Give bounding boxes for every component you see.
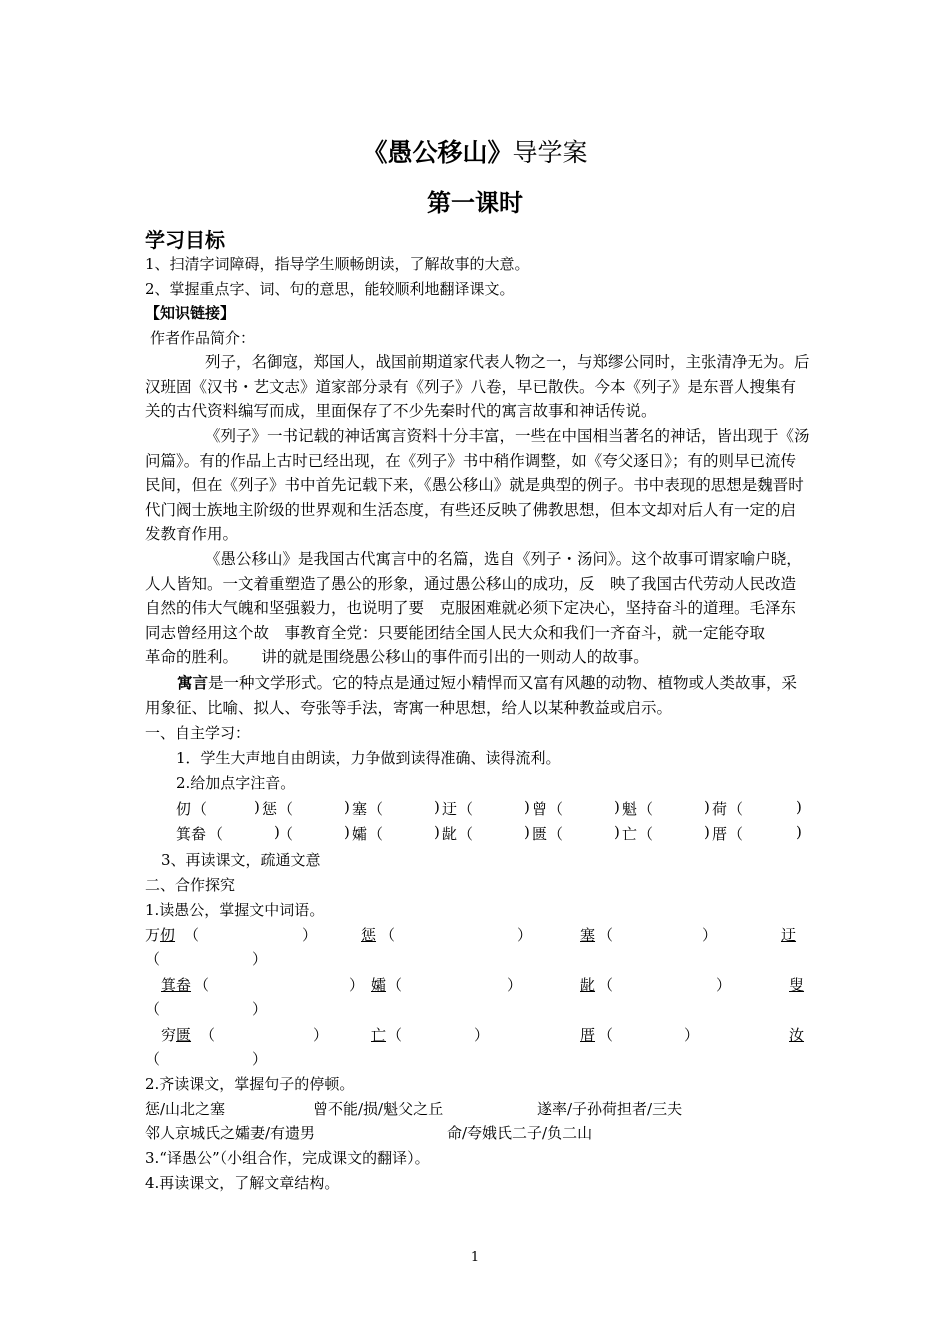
vocab-word: 穷匮 [161, 1026, 192, 1044]
paren: ) [254, 798, 260, 816]
pause-sentence: 曾不能/损/魁父之丘 [313, 1100, 444, 1118]
paren: （ [278, 800, 294, 818]
pause-sentence: 邻人京城氏之孀妻/有遗男 [145, 1124, 316, 1142]
pinyin-char: 惩 [262, 800, 278, 818]
paren: （ [192, 800, 208, 818]
paren: （ [387, 1026, 403, 1044]
pinyin-char: 厝 [712, 825, 728, 843]
paren: ） [517, 926, 533, 944]
paren: （ [458, 825, 474, 843]
paren: ） [507, 976, 523, 994]
paren: ） [313, 1026, 329, 1044]
vocab-word: 孀 [371, 976, 387, 994]
vocab-word: 龀 [580, 976, 596, 994]
paren: ) [614, 798, 620, 816]
paren: ) [614, 823, 620, 841]
doc-subtitle: 第一课时 [427, 189, 523, 217]
pinyin-char: 匮 [532, 825, 548, 843]
pinyin-char: 箕畚 [176, 825, 207, 843]
paren: ) [524, 798, 530, 816]
paren: ) [704, 798, 710, 816]
paren: （ [380, 926, 396, 944]
vocab-word: 万仞 [145, 926, 176, 944]
goals-heading: 学习目标 [145, 228, 225, 252]
paren: ) [704, 823, 710, 841]
paren: ） [252, 950, 268, 968]
coop-item-2: 2.齐读课文，掌握句子的停顿。 [145, 1075, 355, 1093]
self-study-item-1: 1．学生大声地自由朗读，力争做到读得准确、读得流利。 [176, 749, 561, 767]
pinyin-char: 塞 [352, 800, 368, 818]
paren: ） [302, 926, 318, 944]
paren: （ [145, 1000, 161, 1018]
fable-definition: 寓言是一种文学形式。它的特点是通过短小精悍而又富有风趣的动物、植物或人类故事，采用象征、比喻、拟人、夸张等手法，寄寓一种思想，给人以某种教益或启示。 [145, 673, 798, 717]
knowledge-heading: 【知识链接】 [145, 304, 236, 322]
paren: ） [716, 976, 732, 994]
paren: ) [274, 823, 280, 841]
paren: （ [145, 1050, 161, 1068]
paren: （ [368, 825, 384, 843]
coop-item-3: 3.“译愚公”（小组合作，完成课文的翻译）。 [145, 1149, 430, 1167]
paren: （ [278, 825, 294, 843]
pause-sentence: 遂率/子孙荷担者/三夫 [537, 1100, 683, 1118]
vocab-word: 汝 [789, 1026, 805, 1044]
pinyin-char: 荷 [712, 800, 728, 818]
paren: ） [349, 976, 365, 994]
paren: （ [145, 950, 161, 968]
vocab-word: 厝 [580, 1026, 596, 1044]
vocab-word: 叟 [789, 976, 805, 994]
pause-sentence: 命/夸娥氏二子/负二山 [447, 1124, 593, 1142]
knowledge-paragraph-3: 《愚公移山》是我国古代寓言中的名篇，选自《列子・汤问》。这个故事可谓家喻户晓，人人皆知。一文着重塑造了愚公的形象，通过愚公移山的成功，反 映了我国古代劳动人民改造自然的伟大气魄和坚强毅力，也说明了要 克服困难就必须下定决心，坚持奋斗的道理。毛泽东同志曾经用这个故 事教育全党：只要能团结全国人民大众和我们一齐奋斗，就一定能夺取 革命的胜利。 讲的就是围绕愚公移山的事件而引出的一则动人的故事。 [145, 550, 802, 666]
paren: （ [728, 825, 744, 843]
pinyin-char: 亡 [622, 825, 638, 843]
vocab-word: 惩 [361, 926, 377, 944]
pinyin-char: 龀 [442, 825, 458, 843]
paren: （ [548, 800, 564, 818]
pinyin-char: 魁 [622, 800, 638, 818]
knowledge-intro: 作者作品简介： [150, 329, 256, 347]
knowledge-paragraph-1: 列子，名御寇，郑国人，战国前期道家代表人物之一，与郑缪公同时，主张清净无为。后汉班固《汉书・艺文志》道家部分录有《列子》八卷，早已散佚。今本《列子》是东晋人搜集有关的古代资料编写而成，里面保存了不少先秦时代的寓言故事和神话传说。 [145, 353, 810, 420]
paren: （ [184, 926, 200, 944]
paren: （ [387, 976, 403, 994]
paren: ) [796, 823, 802, 841]
paren: （ [368, 800, 384, 818]
paren: ） [702, 926, 718, 944]
paren: ) [524, 823, 530, 841]
vocab-word: 亡 [371, 1026, 387, 1044]
paren: （ [200, 1026, 216, 1044]
pause-sentence: 惩/山北之塞 [145, 1100, 226, 1118]
goal-item: 1、扫清字词障碍，指导学生顺畅朗读，了解故事的大意。 [145, 255, 530, 273]
page-number: 1 [470, 1250, 480, 1265]
paren: （ [598, 1026, 614, 1044]
paren: （ [728, 800, 744, 818]
self-study-item-2: 2.给加点字注音。 [176, 774, 296, 792]
vocab-word: 塞 [580, 926, 596, 944]
self-study-item-3: 3、再读课文，疏通文意 [161, 851, 321, 869]
pinyin-char: 迂 [442, 800, 458, 818]
coop-item-4: 4.再读课文，了解文章结构。 [145, 1174, 340, 1192]
paren: （ [458, 800, 474, 818]
paren: （ [598, 976, 614, 994]
paren: ) [796, 798, 802, 816]
knowledge-paragraph-2: 《列子》一书记载的神话寓言资料十分丰富，一些在中国相当著名的神话，皆出现于《汤问篇》。有的作品上古时已经出现，在《列子》书中稍作调整，如《夸父逐日》；有的则早已流传民间，但在《列子》书中首先记载下来，《愚公移山》就是典型的例子。书中表现的思想是魏晋时代门阀士族地主阶级的世界观和生活态度，有些还反映了佛教思想，但本文却对后人有一定的启发教育作用。 [145, 427, 810, 543]
paren: （ [194, 976, 210, 994]
pinyin-char: 孀 [352, 825, 368, 843]
paren: （ [638, 800, 654, 818]
doc-title: 《愚公移山》导学案 [362, 138, 588, 167]
paren: ） [474, 1026, 490, 1044]
paren: ） [252, 1050, 268, 1068]
paren: ） [684, 1026, 700, 1044]
paren: ) [344, 823, 350, 841]
pinyin-char: 仞 [176, 800, 192, 818]
self-study-heading: 一、自主学习： [145, 724, 251, 742]
paren: ） [252, 1000, 268, 1018]
paren: ) [434, 823, 440, 841]
paren: （ [598, 926, 614, 944]
paren: ) [344, 798, 350, 816]
pinyin-char: 曾 [532, 800, 548, 818]
paren: （ [638, 825, 654, 843]
goal-item: 2、掌握重点字、词、句的意思，能较顺利地翻译课文。 [145, 280, 515, 298]
vocab-word: 迂 [781, 926, 797, 944]
paren: （ [548, 825, 564, 843]
paren: ) [434, 798, 440, 816]
coop-heading: 二、合作探究 [145, 876, 236, 894]
coop-item-1: 1.读愚公，掌握文中词语。 [145, 901, 325, 919]
vocab-word: 箕畚 [161, 976, 192, 994]
paren: （ [208, 825, 224, 843]
